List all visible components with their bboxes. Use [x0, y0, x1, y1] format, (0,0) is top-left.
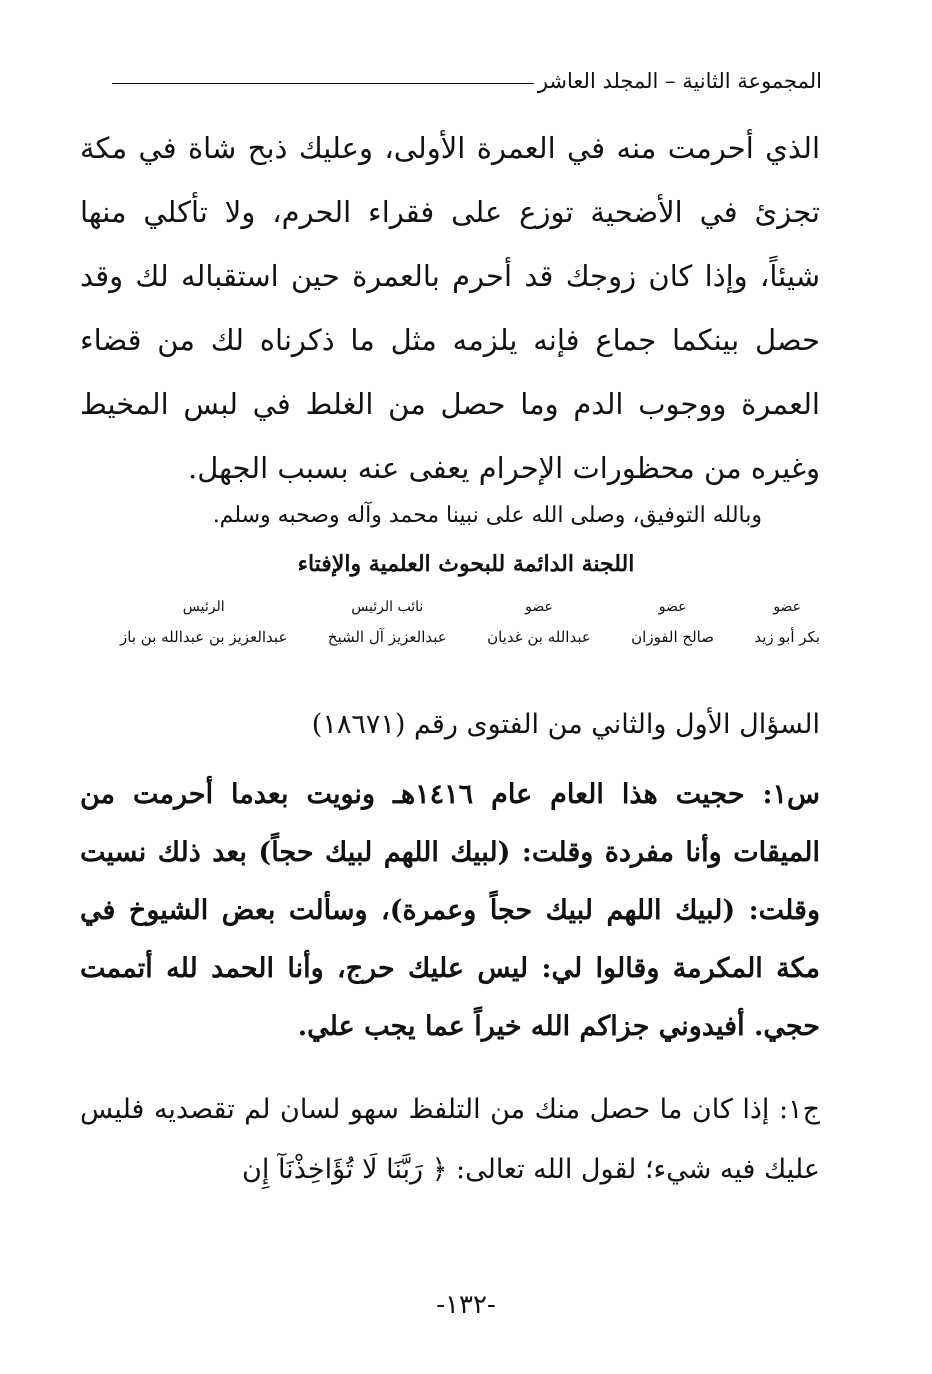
answer-text: ج١: إذا كان ما حصل منك من التلفظ سهو لسان لم تقصديه فليس عليك فيه شيء؛ لقول الله تعالى: ﴿ رَبَّنَا لَا تُؤَاخِذْنَآ إِن — [80, 1094, 820, 1185]
committee-name: اللجنة الدائمة للبحوث العلمية والإفتاء — [297, 551, 635, 577]
question-text: س١: حجيت هذا العام عام ١٤١٦هـ ونويت بعدما أحرمت من الميقات وأنا مفردة وقلت: (لبيك اللهم لبيك حجاً) بعد ذلك نسيت وقلت: (لبيك اللهم لبيك حجاً وعمرة)، وسألت بعض الشيوخ في مكة المكرمة وقالوا لي: ليس عليك حرج، وأنا الحمد لله أتممت حجي. أفيدوني جزاكم الله خيراً عما يجب علي. — [80, 779, 820, 1042]
fatwa-answer-continuation: الذي أحرمت منه في العمرة الأولى، وعليك ذبح شاة في مكة تجزئ في الأضحية توزع على فقراء الحرم، ولا تأكلي منها شيئاً، وإذا كان زوجك قد أحرم بالعمرة حين استقباله لك وقد حصل بينكما جماع فإنه يلزمه مثل ما ذكرناه لك من قضاء العمرة ووجوب الدم وما حصل من الغلط في لبس المخيط وغيره من محظورات الإحرام يعفى عنه بسبب الجهل. — [80, 131, 820, 485]
signatory-title: الرئيس — [182, 599, 225, 615]
fatwa-heading: السؤال الأول والثاني من الفتوى رقم (١٨٦٧١) — [311, 709, 820, 740]
signatory-name: صالح الفوزان — [631, 628, 714, 646]
signatory-name: بكر أبو زيد — [754, 628, 820, 646]
signatories-table — [120, 592, 820, 652]
running-header — [112, 66, 822, 96]
signatory-title: عضو — [525, 599, 553, 615]
header-rule — [112, 83, 534, 84]
signatory-name: عبدالعزيز آل الشيخ — [327, 628, 447, 646]
page-number: -١٣٢- — [436, 1290, 496, 1320]
signatory — [487, 592, 591, 652]
signatory — [631, 592, 714, 652]
running-title: المجموعة الثانية – المجلد العاشر — [537, 69, 822, 93]
signatory-title: عضو — [773, 599, 802, 615]
signatory — [754, 592, 820, 652]
closing-salutation: وبالله التوفيق، وصلى الله على نبينا محمد وآله وصحبه وسلم. — [212, 503, 762, 528]
signatory-name: عبدالله بن غديان — [487, 628, 591, 646]
signatory — [120, 592, 287, 652]
signatory-title: عضو — [658, 599, 687, 615]
signatory — [328, 592, 447, 652]
signatory-name: عبدالعزيز بن عبدالله بن باز — [120, 628, 288, 646]
signatory-title: نائب الرئيس — [351, 599, 424, 615]
